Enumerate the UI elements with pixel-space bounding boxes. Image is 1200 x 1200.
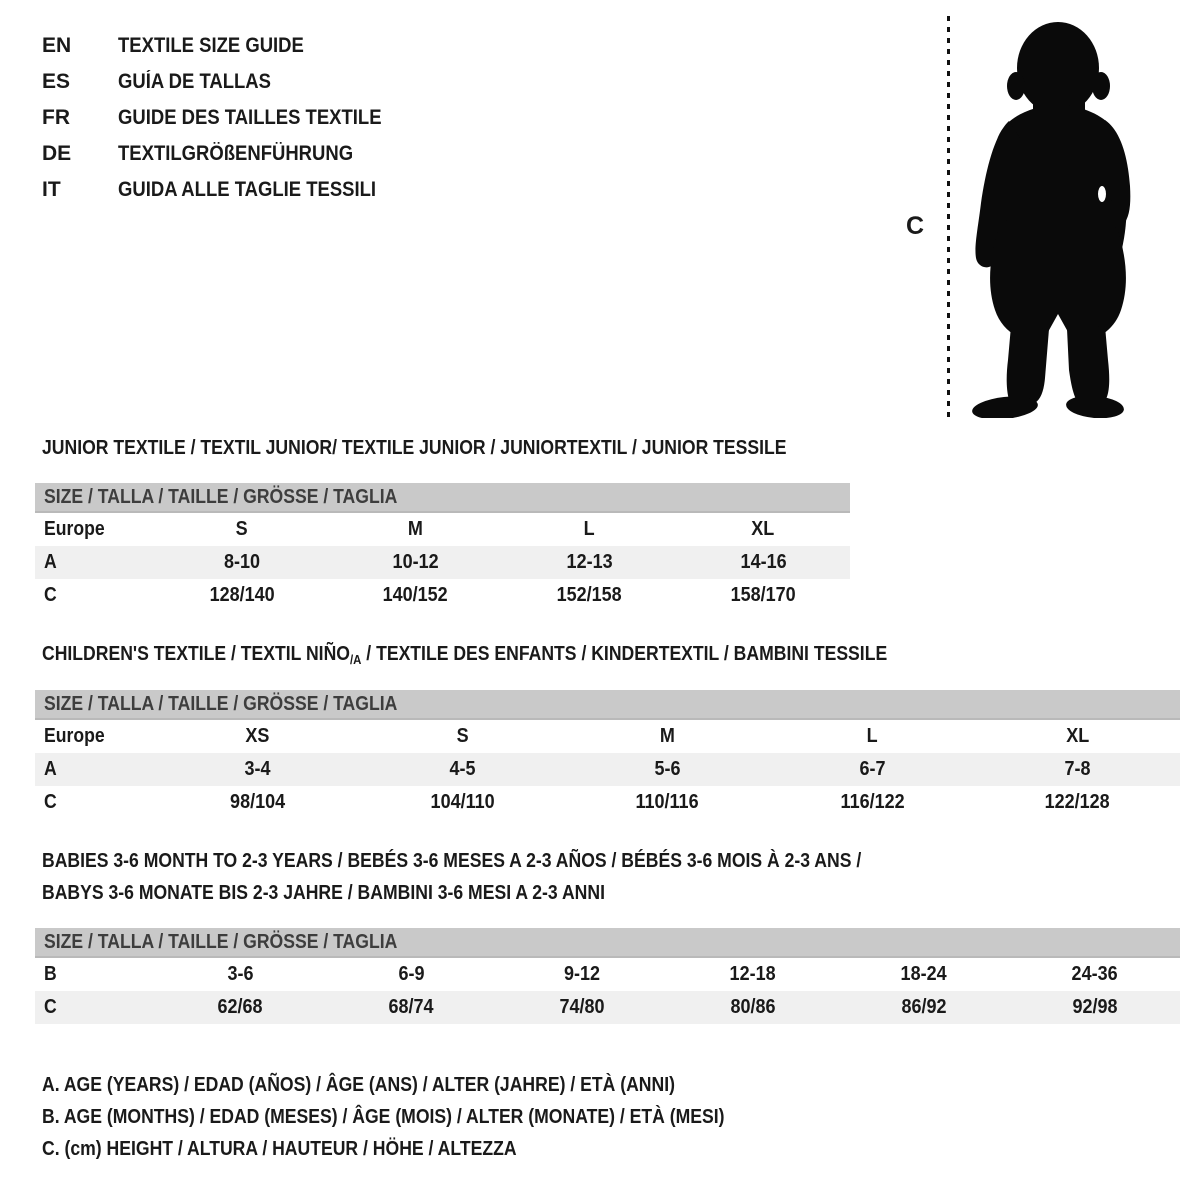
junior-size-table [35, 483, 850, 612]
size-table-header: SIZE / TALLA / TAILLE / GRÖSSE / TAGLIA [35, 928, 1180, 958]
table-row-height [35, 786, 1180, 819]
language-row-de [42, 136, 417, 172]
size-table-header: SIZE / TALLA / TAILLE / GRÖSSE / TAGLIA [35, 690, 1180, 720]
language-title-list [42, 28, 417, 208]
table-cell: 122/128 [1044, 791, 1111, 813]
row-label: A [44, 551, 57, 573]
table-cell: XS [245, 725, 270, 747]
guide-title-en: TEXTILE SIZE GUIDE [118, 34, 304, 57]
table-cell: 128/140 [209, 584, 275, 606]
guide-title-fr: GUIDE DES TAILLES TEXTILE [118, 106, 382, 129]
junior-section-heading: JUNIOR TEXTILE / TEXTIL JUNIOR/ TEXTILE JUNIOR / JUNIORTEXTIL / JUNIOR TESSILE [42, 437, 787, 459]
table-cell: 158/170 [730, 584, 796, 606]
measurement-legend [42, 1069, 818, 1165]
guide-title-de: TEXTILGRÖßENFÜHRUNG [118, 142, 354, 165]
table-cell: 92/98 [1072, 996, 1118, 1018]
babies-section-heading-line2: BABYS 3-6 MONATE BIS 2-3 JAHRE / BAMBINI 3-6 MESI A 2-3 ANNI [42, 882, 605, 904]
table-row-height [35, 991, 1180, 1024]
legend-age-months: B. AGE (MONTHS) / EDAD (MESES) / ÂGE (MOIS) / ALTER (MONATE) / ETÀ (MESI) [42, 1106, 725, 1128]
table-cell: 6-9 [398, 963, 425, 985]
table-cell: XL [1065, 725, 1090, 747]
table-cell: 7-8 [1064, 758, 1091, 780]
table-cell: 116/122 [840, 791, 905, 813]
row-label: C [44, 996, 57, 1018]
table-cell: M [659, 725, 675, 747]
row-label: C [44, 791, 57, 813]
table-cell: 12-13 [566, 551, 613, 573]
children-size-table [35, 690, 1180, 819]
table-cell: 62/68 [217, 996, 263, 1018]
language-code: DE [42, 142, 72, 165]
table-cell: 68/74 [388, 996, 434, 1018]
table-cell: 4-5 [449, 758, 476, 780]
table-cell: 80/86 [730, 996, 776, 1018]
language-row-it [42, 172, 417, 208]
table-cell: 3-4 [244, 758, 271, 780]
children-section-heading: CHILDREN'S TEXTILE / TEXTIL $NIÑO_{/A}$ / TEXTILE DES ENFANTS / KINDERTEXTIL / BAMBINI TESSILE [42, 643, 888, 667]
language-code: EN [42, 34, 72, 57]
table-cell: 140/152 [383, 584, 449, 606]
table-row-age [35, 753, 1180, 786]
table-row-height [35, 579, 850, 612]
row-label: A [44, 758, 57, 780]
table-row-europe [35, 513, 850, 546]
table-cell: 98/104 [229, 791, 286, 813]
table-row-age-months [35, 958, 1180, 991]
table-cell: 24-36 [1071, 963, 1118, 985]
babies-section-heading-line1: BABIES 3-6 MONTH TO 2-3 YEARS / BEBÉS 3-6 MESES A 2-3 AÑOS / BÉBÉS 3-6 MOIS À 2-3 ANS / [42, 850, 862, 872]
height-dashed-line [947, 16, 950, 418]
table-cell: 18-24 [900, 963, 947, 985]
language-row-es [42, 64, 417, 100]
guide-title-es: GUÍA DE TALLAS [118, 70, 271, 93]
table-cell: L [867, 725, 878, 747]
toddler-silhouette [955, 18, 1145, 418]
row-label: B [44, 963, 57, 985]
table-row-europe [35, 720, 1180, 753]
table-cell: 74/80 [559, 996, 605, 1018]
table-cell: 10-12 [392, 551, 439, 573]
table-cell: 6-7 [859, 758, 886, 780]
language-code: IT [42, 178, 61, 201]
table-cell: 104/110 [430, 791, 495, 813]
table-cell: 86/92 [901, 996, 947, 1018]
table-cell: 14-16 [740, 551, 787, 573]
table-row-age [35, 546, 850, 579]
table-cell: M [408, 518, 424, 540]
size-table-header: SIZE / TALLA / TAILLE / GRÖSSE / TAGLIA [35, 483, 850, 513]
table-cell: L [583, 518, 595, 540]
language-code: ES [42, 70, 71, 93]
legend-height-cm: C. (cm) HEIGHT / ALTURA / HAUTEUR / HÖHE / ALTEZZA [42, 1138, 517, 1160]
table-cell: 152/158 [556, 584, 622, 606]
guide-title-it: GUIDA ALLE TAGLIE TESSILI [118, 178, 377, 201]
row-label: C [44, 584, 57, 606]
table-cell: 110/116 [635, 791, 700, 813]
language-code: FR [42, 106, 70, 129]
babies-size-table [35, 928, 1180, 1024]
table-cell: 3-6 [227, 963, 254, 985]
table-cell: XL [751, 518, 775, 540]
table-cell: 8-10 [223, 551, 260, 573]
table-cell: S [235, 518, 248, 540]
table-cell: 9-12 [564, 963, 601, 985]
language-row-en [42, 28, 417, 64]
height-marker-label: C [906, 212, 925, 240]
legend-age-years: A. AGE (YEARS) / EDAD (AÑOS) / ÂGE (ANS) / ALTER (JAHRE) / ETÀ (ANNI) [42, 1074, 675, 1096]
table-cell: 12-18 [729, 963, 776, 985]
nino-a-subscript: /A [349, 652, 362, 667]
language-row-fr [42, 100, 417, 136]
table-cell: 5-6 [654, 758, 681, 780]
row-label: Europe [44, 725, 105, 747]
row-label: Europe [44, 518, 105, 540]
table-cell: S [456, 725, 469, 747]
